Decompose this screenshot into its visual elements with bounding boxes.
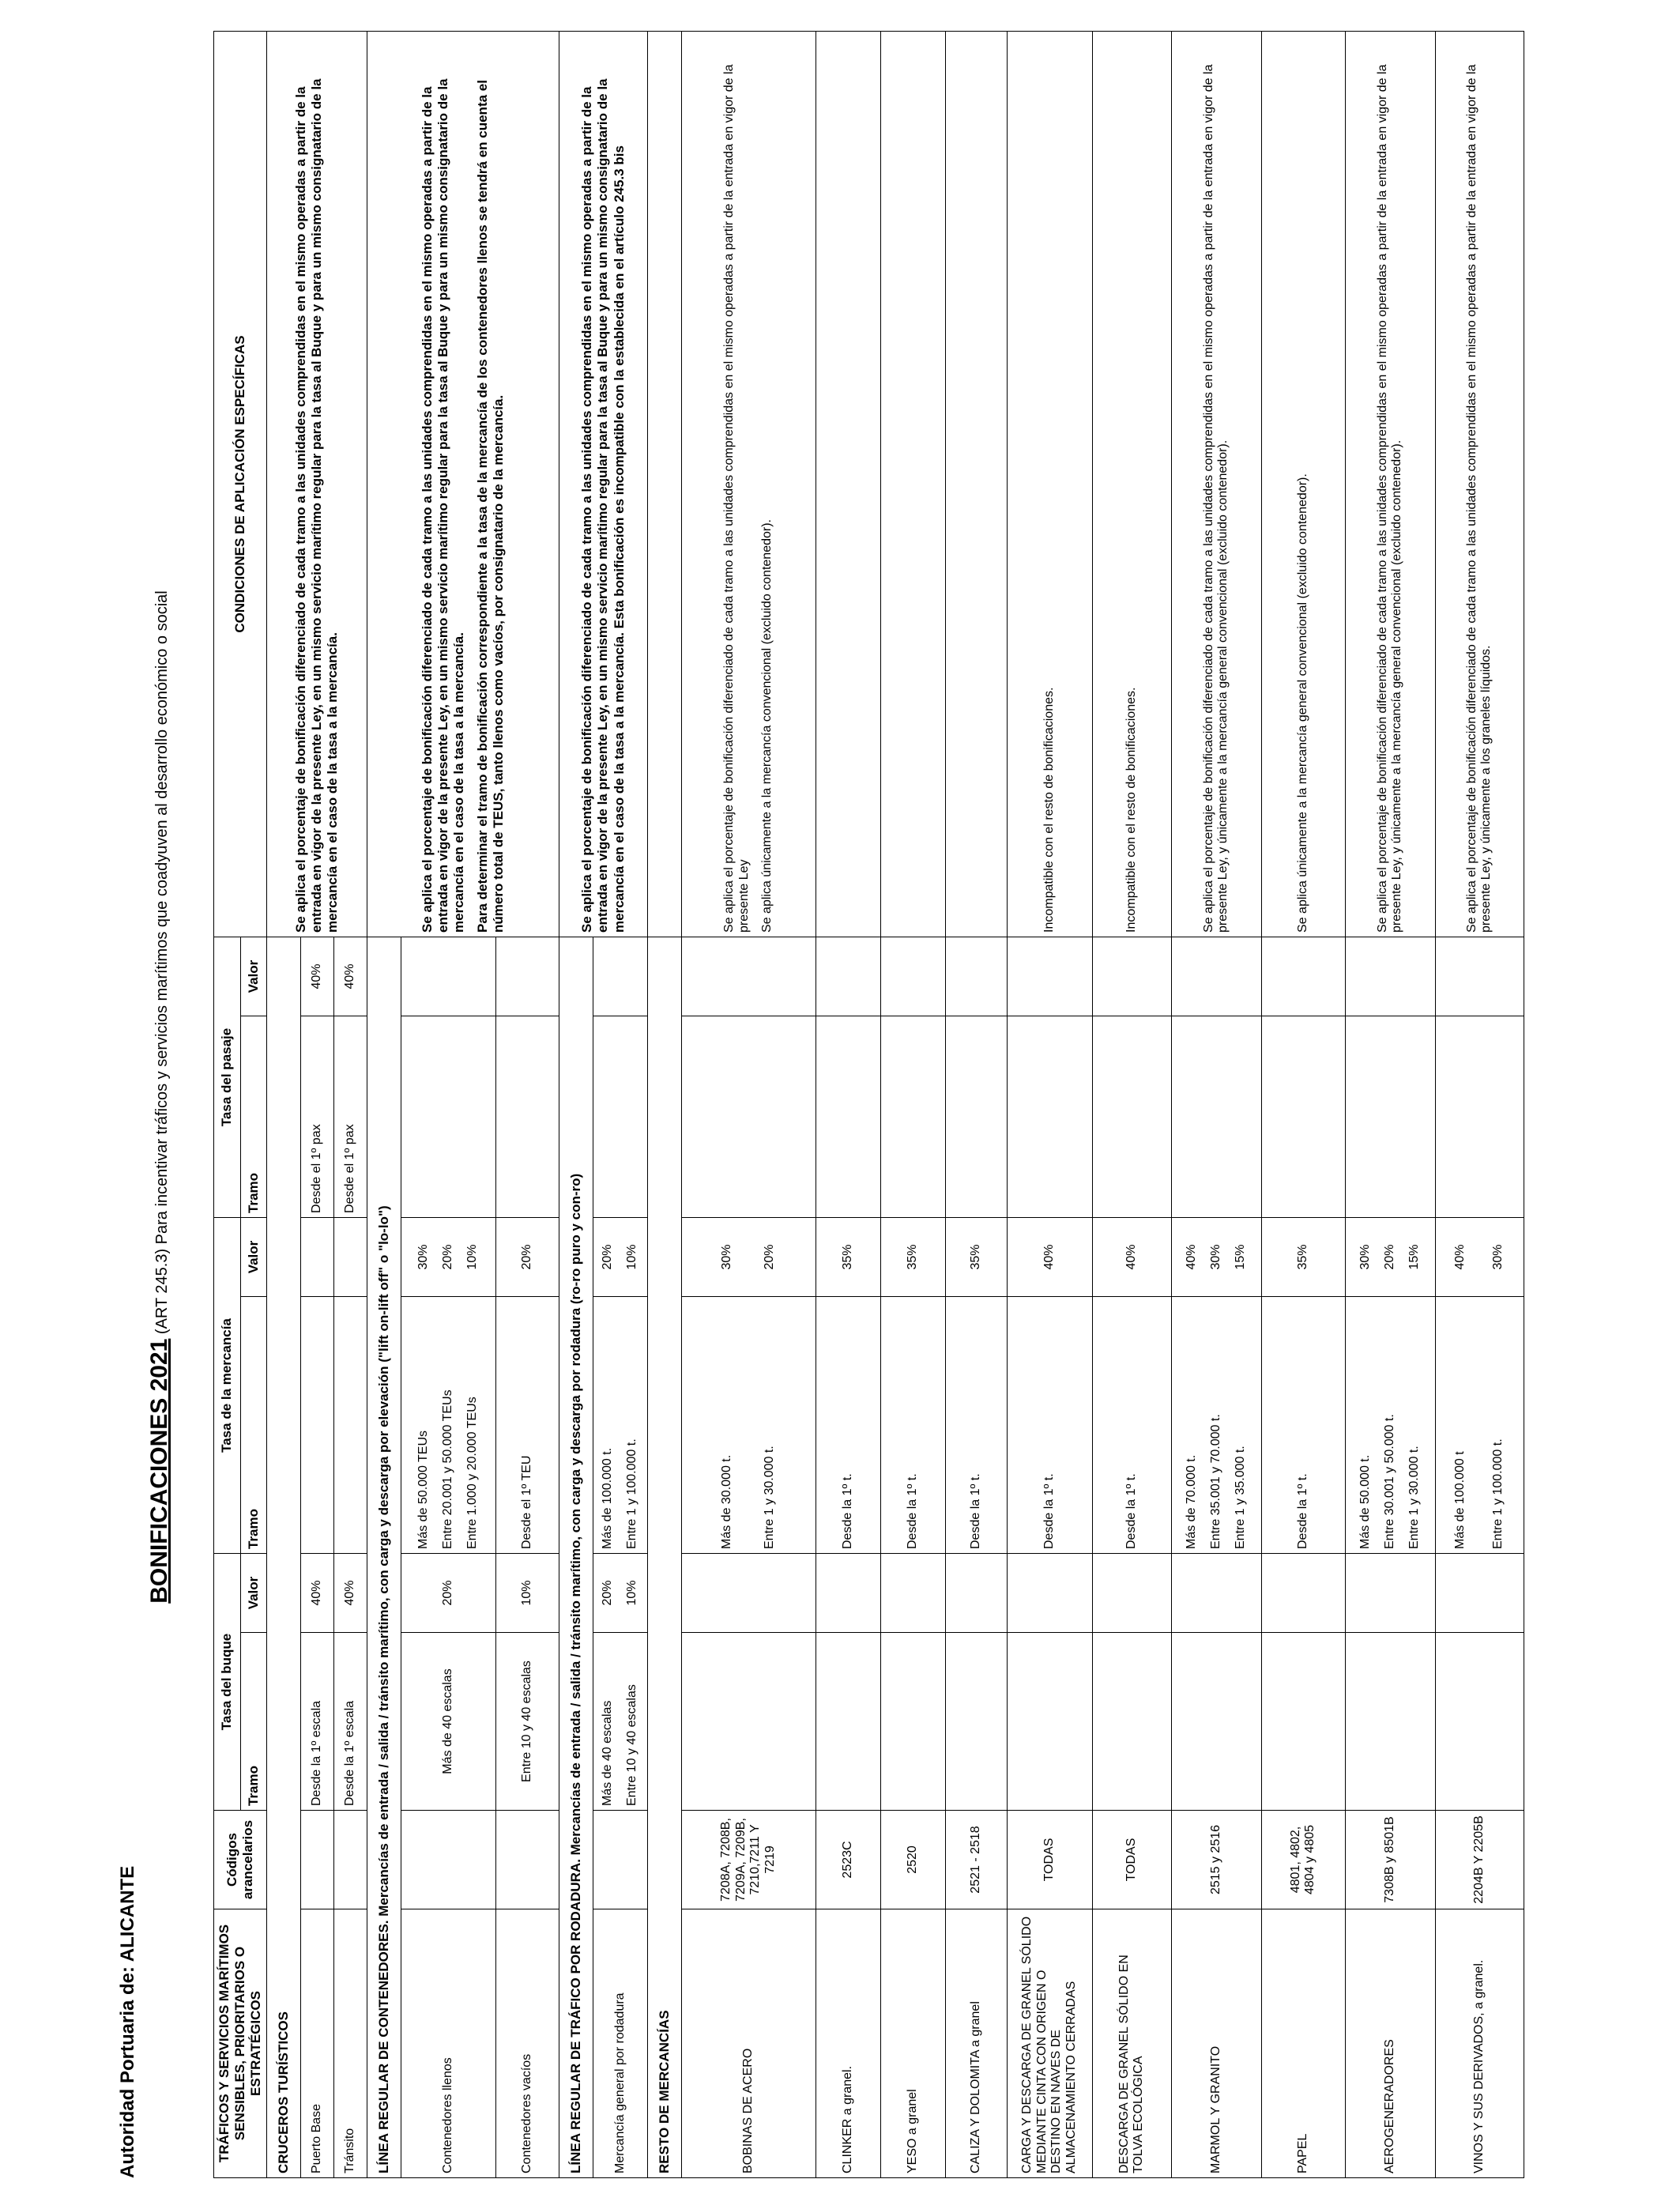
pasaje-valor: 40%: [301, 937, 334, 1016]
pasaje-tramo: [1435, 1016, 1524, 1217]
row-label: DESCARGA DE GRANEL SÓLIDO EN TOLVA ECOLÓGICA: [1092, 1909, 1171, 2178]
codes-cell: 2523C: [816, 1811, 880, 1909]
mercancia-tramos: [1345, 1297, 1435, 1554]
aerogeneradores-condition: Se aplica el porcentaje de bonificación diferenciado de cada tramo a las unidades comprendidas en el mismo operadas a partir de la entrada en vigor de la presente Ley, y únicamente a la mercancía general convencional (excluido contenedor).: [1345, 31, 1435, 937]
mercancia-valores: [401, 1217, 496, 1296]
conditions-cell: [945, 31, 1007, 937]
mercancia-valor: 15%: [1233, 1244, 1247, 1270]
header-mercancia-valor: Valor: [240, 1217, 267, 1296]
pasaje-tramo: [1092, 1016, 1171, 1217]
buque-tramo: [816, 1633, 880, 1811]
mercancia-valor: 30%: [416, 1244, 431, 1270]
header-buque-valor: Valor: [240, 1554, 267, 1633]
table-row: [1007, 31, 1092, 2177]
pasaje-tramo: [401, 1016, 496, 1217]
header-mercancia-tramo: Tramo: [240, 1297, 267, 1554]
buque-valor: 10%: [625, 1580, 639, 1606]
mercancia-tramo: Desde el 1º TEU: [496, 1297, 559, 1554]
vinos-condition: Se aplica el porcentaje de bonificación diferenciado de cada tramo a las unidades comprendidas en el mismo operadas a partir de la entrada en vigor de la presente Ley, y únicamente a los graneles líquidos.: [1435, 31, 1524, 937]
conditions-cell: [880, 31, 945, 937]
buque-tramo: Desde la 1º escala: [301, 1633, 334, 1811]
contenedores-condition-2: Para determinar el tramo de bonificación correspondiente a la tasa de la mercancía de los contenedores llenos se tendrá en cuenta el número total de TEUS, tanto llenos como vacíos, por consignatario de la mercancía.: [475, 80, 507, 933]
pasaje-tramo: [880, 1016, 945, 1217]
mercancia-tramo: Más de 50.000 TEUs: [416, 1430, 431, 1549]
mercancia-tramos: [593, 1297, 648, 1554]
buque-valor: [880, 1554, 945, 1633]
buque-tramo: [1345, 1633, 1435, 1811]
rodadura-conditions: [559, 31, 648, 937]
mercancia-valor: 40%: [1185, 1244, 1199, 1270]
row-label: BOBINAS DE ACERO: [681, 1909, 816, 2178]
codes-cell: TODAS: [1007, 1811, 1092, 1909]
pasaje-tramo: [681, 1016, 816, 1217]
mercancia-valor: 30%: [1208, 1244, 1222, 1270]
mercancia-valor: 30%: [1491, 1244, 1505, 1270]
pasaje-valor: [1261, 937, 1345, 1016]
buque-valor: [1092, 1554, 1171, 1633]
row-label: Contenedores vacíos: [496, 1909, 559, 2178]
row-label: Mercancía general por rodadura: [593, 1909, 648, 2178]
mercancia-tramos: [681, 1297, 816, 1554]
row-label: CALIZA Y DOLOMITA a granel: [945, 1909, 1007, 2178]
buque-tramo: [1007, 1633, 1092, 1811]
cruceros-conditions: [267, 31, 367, 937]
table-row: [1435, 31, 1524, 2177]
pasaje-tramo: [1345, 1016, 1435, 1217]
conditions-cell: [816, 31, 880, 937]
mercancia-valores: [1435, 1217, 1524, 1296]
header-pasaje-valor: Valor: [240, 937, 267, 1016]
mercancia-tramo: Entre 1 y 100.000 t.: [625, 1438, 639, 1549]
buque-valor: [945, 1554, 1007, 1633]
pasaje-valor: [1092, 937, 1171, 1016]
mercancia-tramo: Desde la 1º t.: [1261, 1297, 1345, 1554]
pasaje-valor: [401, 937, 496, 1016]
mercancia-tramo: Más de 70.000 t.: [1185, 1454, 1199, 1549]
mercancia-tramo: Desde la 1º t.: [1007, 1297, 1092, 1554]
row-label: Tránsito: [334, 1909, 367, 2178]
pasaje-tramo: [496, 1016, 559, 1217]
cruceros-condition-text: Se aplica el porcentaje de bonificación diferenciado de cada tramo a las unidades comprendidas en el mismo operadas a partir de la entrada en vigor de la presente Ley, en un mismo servicio marítimo regular para la tasa al Buque y para un mismo consignatario de la mercancía en el caso de la tasa a la mercancía.: [293, 78, 341, 933]
mercancia-tramo: Entre 20.001 y 50.000 TEUs: [441, 1389, 455, 1549]
header-traficos: TRÁFICOS Y SERVICIOS MARÍTIMOS SENSIBLES, PRIORITARIOS O ESTRATÉGICOS: [214, 1909, 267, 2178]
codes-cell: [334, 1811, 367, 1909]
codes-cell: [301, 1811, 334, 1909]
mercancia-valor: 15%: [1407, 1244, 1421, 1270]
row-label: CARGA Y DESCARGA DE GRANEL SÓLIDO MEDIANTE CINTA CON ORIGEN O DESTINO EN NAVES DE ALMACENAMIENTO CERRADAS: [1007, 1909, 1092, 2178]
document-title: [146, 0, 173, 2194]
mercancia-valor: [301, 1217, 334, 1296]
authority-title: Autoridad Portuaria de: ALICANTE: [117, 1865, 138, 2178]
bobinas-condition-2: Se aplica únicamente a la mercancía convencional (excluido contenedor).: [759, 519, 774, 933]
mercancia-valor: 10%: [625, 1244, 639, 1270]
mercancia-tramo: [301, 1297, 334, 1554]
pasaje-valor: 40%: [334, 937, 367, 1016]
mercancia-valor: 30%: [719, 1244, 733, 1270]
contenedores-conditions: [367, 31, 559, 937]
buque-valor: 40%: [301, 1554, 334, 1633]
mercancia-valor: 20%: [601, 1244, 615, 1270]
pasaje-tramo: [1007, 1016, 1092, 1217]
mercancia-valor: 20%: [1382, 1244, 1396, 1270]
buque-valor: [816, 1554, 880, 1633]
pasaje-valor: [1171, 937, 1261, 1016]
buque-tramo: Más de 40 escalas: [601, 1700, 615, 1806]
header-condiciones: CONDICIONES DE APLICACIÓN ESPECÍFICAS: [214, 31, 267, 937]
papel-condition: Se aplica únicamente a la mercancía general convencional (excluido contenedor).: [1261, 31, 1345, 937]
buque-tramos: [593, 1633, 648, 1811]
table-row: [945, 31, 1007, 2177]
buque-tramo: [945, 1633, 1007, 1811]
section-contenedores: LÍNEA REGULAR DE CONTENEDORES. Mercancías de entrada / salida / tránsito marítimo, con carga y descarga por elevación ("lift on-lift off" o "lo-lo"): [367, 937, 401, 2177]
header-tasa-mercancia: Tasa de la mercancía: [214, 1217, 241, 1553]
mercancia-tramo: Entre 1 y 30.000 t.: [763, 1446, 777, 1549]
pasaje-valor: [1345, 937, 1435, 1016]
pasaje-valor: [1435, 937, 1524, 1016]
pasaje-valor: [816, 937, 880, 1016]
codes-cell: 7208A, 7208B, 7209A, 7209B, 7210,7211 Y 7219: [681, 1811, 816, 1909]
title-subtitle: (ART 245.3) Para incentivar tráficos y servicios marítimos que coadyuven al desarrollo económico o social: [153, 590, 171, 1335]
pasaje-tramo: [593, 1016, 648, 1217]
header-tasa-pasaje: Tasa del pasaje: [214, 937, 241, 1217]
mercancia-valor: 20%: [496, 1217, 559, 1296]
bobinas-condition-1: Se aplica el porcentaje de bonificación diferenciado de cada tramo a las unidades comprendidas en el mismo operadas a partir de la entrada en vigor de la presente Ley: [722, 64, 751, 933]
mercancia-tramo: Desde la 1º t.: [1092, 1297, 1171, 1554]
mercancia-valores: [1171, 1217, 1261, 1296]
buque-tramo: Desde la 1º escala: [334, 1633, 367, 1811]
mercancia-valor: 40%: [1092, 1217, 1171, 1296]
section-rodadura: LÍNEA REGULAR DE TRÁFICO POR RODADURA. Mercancías de entrada / salida / tránsito marítimo, con carga y descarga por rodadura (ro-ro puro y con-ro): [559, 937, 593, 2177]
buque-valor: [1261, 1554, 1345, 1633]
mercancia-valor: 35%: [880, 1217, 945, 1296]
header-pasaje-tramo: Tramo: [240, 1016, 267, 1217]
carga-granel-condition: Incompatible con el resto de bonificaciones.: [1007, 31, 1092, 937]
row-label: VINOS Y SUS DERIVADOS, a granel.: [1435, 1909, 1524, 2178]
row-label: PAPEL: [1261, 1909, 1345, 2178]
table-row: [1261, 31, 1345, 2177]
buque-valor: [1007, 1554, 1092, 1633]
mercancia-tramo: Más de 100.000 t.: [601, 1447, 615, 1549]
pasaje-tramo: Desde el 1º pax: [301, 1016, 334, 1217]
table-row: [880, 31, 945, 2177]
marmol-condition: Se aplica el porcentaje de bonificación diferenciado de cada tramo a las unidades comprendidas en el mismo operadas a partir de la entrada en vigor de la presente Ley, y únicamente a la mercancía general convencional (excluido contenedor).: [1171, 31, 1261, 937]
table-row: [816, 31, 880, 2177]
codes-cell: 2521 - 2518: [945, 1811, 1007, 1909]
pasaje-tramo: [1261, 1016, 1345, 1217]
table-row: [1171, 31, 1261, 2177]
buque-tramo: Más de 40 escalas: [401, 1633, 496, 1811]
table-row: [1345, 31, 1435, 2177]
pasaje-tramo: Desde el 1º pax: [334, 1016, 367, 1217]
mercancia-tramos: [401, 1297, 496, 1554]
mercancia-tramo: Desde la 1º t.: [880, 1297, 945, 1554]
table-row: [681, 31, 816, 2177]
buque-valor: [681, 1554, 816, 1633]
buque-tramo: [1435, 1633, 1524, 1811]
table-row: [1092, 31, 1171, 2177]
mercancia-valores: [681, 1217, 816, 1296]
section-resto: RESTO DE MERCANCÍAS: [647, 937, 681, 2177]
mercancia-tramo: Más de 100.000 t: [1452, 1451, 1467, 1549]
mercancia-tramo: Más de 50.000 t.: [1358, 1454, 1373, 1549]
descarga-tolva-condition: Incompatible con el resto de bonificaciones.: [1092, 31, 1171, 937]
mercancia-tramos: [1171, 1297, 1261, 1554]
mercancia-valor: 40%: [1007, 1217, 1092, 1296]
pasaje-tramo: [1171, 1016, 1261, 1217]
pasaje-valor: [1007, 937, 1092, 1016]
mercancia-tramo: Desde la 1º t.: [816, 1297, 880, 1554]
buque-tramo: Entre 10 y 40 escalas: [496, 1633, 559, 1811]
codes-cell: 2520: [880, 1811, 945, 1909]
row-label: Puerto Base: [301, 1909, 334, 2178]
buque-valor: 20%: [401, 1554, 496, 1633]
mercancia-tramo: Entre 30.001 y 50.000 t.: [1382, 1414, 1396, 1549]
mercancia-valor: 35%: [1261, 1217, 1345, 1296]
codes-cell: 2204B Y 2205B: [1435, 1811, 1524, 1909]
header-buque-tramo: Tramo: [240, 1633, 267, 1811]
buque-tramo: Entre 10 y 40 escalas: [625, 1684, 639, 1806]
buque-valor: 20%: [601, 1580, 615, 1606]
mercancia-valores: [593, 1217, 648, 1296]
row-label: AEROGENERADORES: [1345, 1909, 1435, 2178]
mercancia-valor: 40%: [1452, 1244, 1467, 1270]
mercancia-valores: [1345, 1217, 1435, 1296]
codes-cell: 2515 y 2516: [1171, 1811, 1261, 1909]
pasaje-tramo: [816, 1016, 880, 1217]
buque-tramo: [1261, 1633, 1345, 1811]
pasaje-valor: [496, 937, 559, 1016]
mercancia-tramo: Entre 1 y 30.000 t.: [1407, 1446, 1421, 1549]
codes-cell: [401, 1811, 496, 1909]
row-label: Contenedores llenos: [401, 1909, 496, 2178]
mercancia-tramo: Entre 1 y 35.000 t.: [1233, 1446, 1247, 1549]
buque-valores: [593, 1554, 648, 1633]
mercancia-tramo: Desde la 1º t.: [945, 1297, 1007, 1554]
row-label: YESO a granel: [880, 1909, 945, 2178]
codes-cell: 4801, 4802, 4804 y 4805: [1261, 1811, 1345, 1909]
mercancia-tramo: Entre 35.001 y 70.000 t.: [1208, 1414, 1222, 1549]
pasaje-valor: [593, 937, 648, 1016]
mercancia-valor: 20%: [441, 1244, 455, 1270]
buque-tramo: [1092, 1633, 1171, 1811]
rodadura-condition-text: Se aplica el porcentaje de bonificación diferenciado de cada tramo a las unidades comprendidas en el mismo operadas a partir de la entrada en vigor de la presente Ley, en un mismo servicio marítimo regular para la tasa al Buque y para un mismo consignatario de la mercancía en el caso de la tasa a la mercancía. Esta bonificación es incompatible con la establecida en el artículo 245.3 bis: [579, 78, 627, 933]
buque-valor: [1345, 1554, 1435, 1633]
mercancia-tramos: [1435, 1297, 1524, 1554]
mercancia-tramo: Más de 30.000 t.: [719, 1454, 733, 1549]
codes-cell: [496, 1811, 559, 1909]
header-tasa-buque: Tasa del buque: [214, 1554, 241, 1811]
mercancia-valor: 35%: [945, 1217, 1007, 1296]
mercancia-tramo: Entre 1 y 100.000 t.: [1491, 1438, 1505, 1549]
mercancia-valor: 30%: [1358, 1244, 1373, 1270]
buque-valor: [1171, 1554, 1261, 1633]
buque-tramo: [880, 1633, 945, 1811]
main-title: BONIFICACIONES 2021: [146, 1338, 172, 1604]
bonificaciones-table: [213, 31, 1524, 2178]
section-cruceros: CRUCEROS TURÍSTICOS: [267, 937, 301, 2177]
mercancia-valor: [334, 1217, 367, 1296]
row-label: MARMOL Y GRANITO: [1171, 1909, 1261, 2178]
buque-tramo: [681, 1633, 816, 1811]
pasaje-valor: [945, 937, 1007, 1016]
buque-valor: 40%: [334, 1554, 367, 1633]
mercancia-valor: 20%: [763, 1244, 777, 1270]
bobinas-conditions: [681, 31, 816, 937]
mercancia-valor: 10%: [465, 1244, 480, 1270]
pasaje-valor: [880, 937, 945, 1016]
buque-tramo: [1171, 1633, 1261, 1811]
contenedores-condition-1: Se aplica el porcentaje de bonificación diferenciado de cada tramo a las unidades comprendidas en el mismo operadas a partir de la entrada en vigor de la presente Ley, en un mismo servicio marítimo regular para la tasa al Buque y para un mismo consignatario de la mercancía en el caso de la tasa a la mercancía.: [420, 78, 467, 933]
pasaje-valor: [681, 937, 816, 1016]
mercancia-tramo: [334, 1297, 367, 1554]
header-codigos: Códigos arancelarios: [214, 1811, 267, 1909]
mercancia-valor: 35%: [816, 1217, 880, 1296]
codes-cell: [593, 1811, 648, 1909]
mercancia-tramo: Entre 1.000 y 20.000 TEUs: [465, 1397, 480, 1549]
row-label: CLINKER a granel.: [816, 1909, 880, 2178]
pasaje-tramo: [945, 1016, 1007, 1217]
codes-cell: 7308B y 8501B: [1345, 1811, 1435, 1909]
resto-header-conditions: [647, 31, 681, 937]
buque-valor: 10%: [496, 1554, 559, 1633]
codes-cell: TODAS: [1092, 1811, 1171, 1909]
buque-valor: [1435, 1554, 1524, 1633]
